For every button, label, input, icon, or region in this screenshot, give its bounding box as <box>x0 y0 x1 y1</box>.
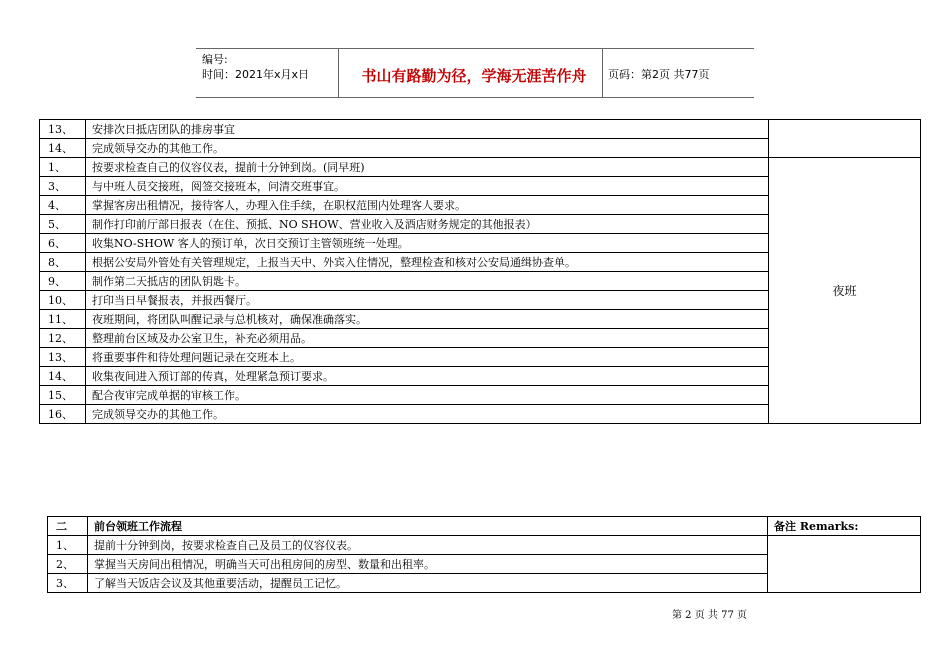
row-number: 3、 <box>48 574 88 593</box>
row-text: 掌握当天房间出租情况，明确当天可出租房间的房型、数量和出租率。 <box>88 555 768 574</box>
supervisor-workflow-table <box>47 516 921 593</box>
row-text: 按要求检查自己的仪容仪表，提前十分钟到岗。(同早班) <box>86 158 769 177</box>
row-number: 13、 <box>40 120 86 139</box>
row-number: 15、 <box>40 386 86 405</box>
row-text: 提前十分钟到岗，按要求检查自己及员工的仪容仪表。 <box>88 536 768 555</box>
row-number: 6、 <box>40 234 86 253</box>
row-text: 配合夜审完成单据的审核工作。 <box>86 386 769 405</box>
row-number: 1、 <box>48 536 88 555</box>
row-text: 整理前台区域及办公室卫生，补充必须用品。 <box>86 329 769 348</box>
table-header-row <box>48 517 921 536</box>
night-shift-table <box>39 119 921 424</box>
row-number: 2、 <box>48 555 88 574</box>
row-text: 夜班期间，将团队叫醒记录与总机核对，确保准确落实。 <box>86 310 769 329</box>
row-text: 制作第二天抵店的团队钥匙卡。 <box>86 272 769 291</box>
row-text: 了解当天饭店会议及其他重要活动，提醒员工记忆。 <box>88 574 768 593</box>
row-text: 将重要事件和待处理问题记录在交班本上。 <box>86 348 769 367</box>
row-text: 收集夜间进入预订部的传真，处理紧急预订要求。 <box>86 367 769 386</box>
table-row <box>40 120 921 139</box>
row-number: 8、 <box>40 253 86 272</box>
row-text: 与中班人员交接班，阅签交接班本，问清交班事宜。 <box>86 177 769 196</box>
row-number: 14、 <box>40 367 86 386</box>
section-number: 二 <box>48 517 88 536</box>
row-number: 1、 <box>40 158 86 177</box>
remarks-label: 备注 Remarks: <box>768 517 921 536</box>
row-text: 收集NO-SHOW 客人的预订单，次日交预订主管领班统一处理。 <box>86 234 769 253</box>
row-text: 打印当日早餐报表，并报西餐厅。 <box>86 291 769 310</box>
remarks-cell <box>768 536 921 593</box>
row-number: 9、 <box>40 272 86 291</box>
serial-label: 编号: <box>202 53 228 66</box>
header-motto: 书山有路勤为径，学海无涯苦作舟 <box>361 67 587 85</box>
footer-page-number: 第 2 页 共 77 页 <box>672 610 747 621</box>
shift-cell-blank <box>769 120 921 158</box>
row-number: 14、 <box>40 139 86 158</box>
row-number: 4、 <box>40 196 86 215</box>
row-text: 完成领导交办的其他工作。 <box>86 405 769 424</box>
row-text: 根据公安局外管处有关管理规定，上报当天中、外宾入住情况，整理检查和核对公安局通缉协查单。 <box>86 253 769 272</box>
row-number: 13、 <box>40 348 86 367</box>
shift-label: 夜班 <box>769 158 921 424</box>
header-meta <box>202 52 309 82</box>
row-number: 12、 <box>40 329 86 348</box>
table-row <box>40 158 921 177</box>
table-row <box>48 536 921 555</box>
row-text: 掌握客房出租情况，接待客人，办理入住手续，在职权范围内处理客人要求。 <box>86 196 769 215</box>
header-divider <box>602 49 603 97</box>
time-label: 时间：2021年x月x日 <box>202 68 310 81</box>
row-number: 5、 <box>40 215 86 234</box>
header-page-code: 页码：第2页 共77页 <box>608 68 710 81</box>
row-number: 16、 <box>40 405 86 424</box>
header-divider <box>338 49 339 97</box>
row-number: 10、 <box>40 291 86 310</box>
row-text: 完成领导交办的其他工作。 <box>86 139 769 158</box>
row-text: 制作打印前厅部日报表（在住、预抵、NO SHOW、营业收入及酒店财务规定的其他报表） <box>86 215 769 234</box>
row-number: 3、 <box>40 177 86 196</box>
row-text: 安排次日抵店团队的排房事宜 <box>86 120 769 139</box>
page-header <box>196 48 754 98</box>
section-title: 前台领班工作流程 <box>88 517 768 536</box>
row-number: 11、 <box>40 310 86 329</box>
